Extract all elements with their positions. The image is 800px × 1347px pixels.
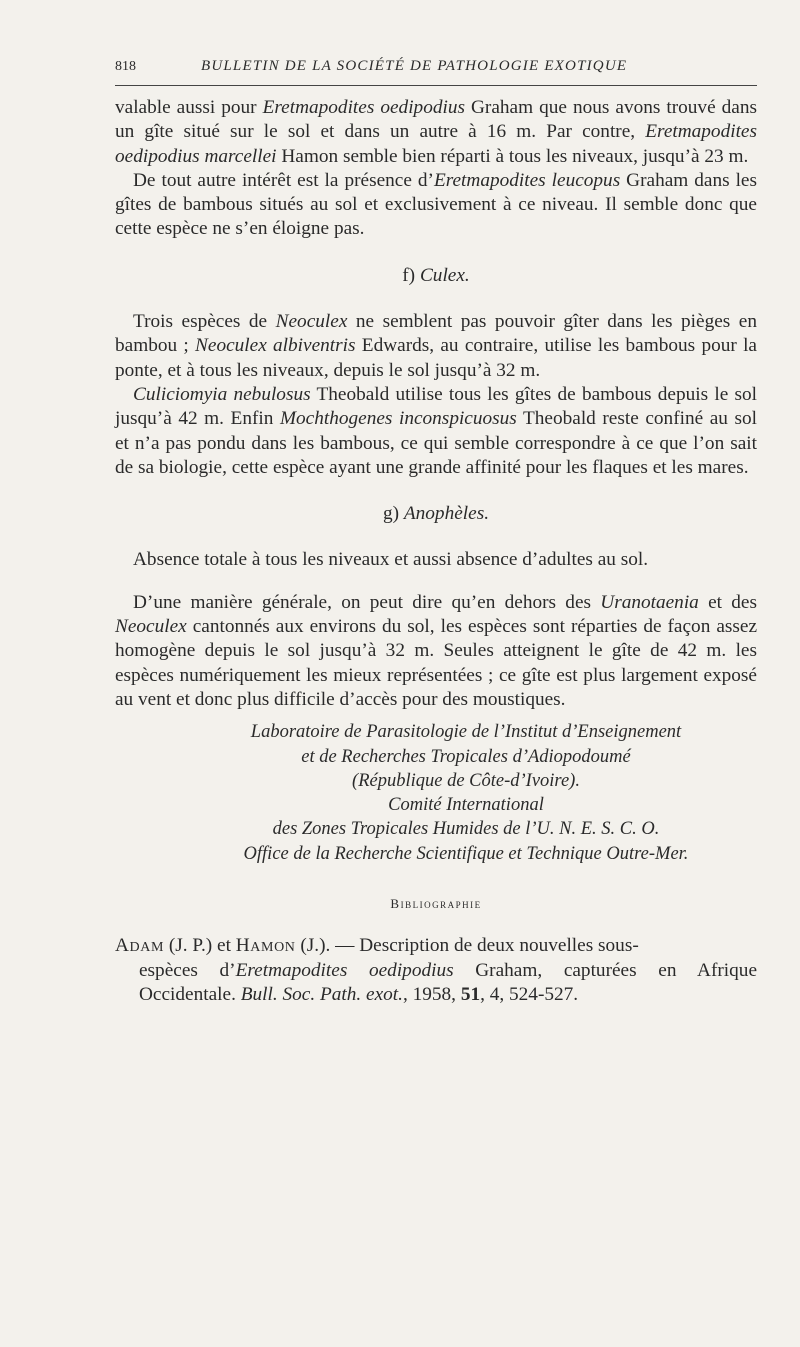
main-text — [115, 96, 757, 1007]
section-heading-anopheles — [115, 502, 757, 526]
running-header — [115, 55, 757, 86]
genus-name: Neoculex — [115, 616, 187, 638]
heading-name: Anophèles. — [403, 503, 490, 525]
affiliation-line: Laboratoire de Parasitologie de l’Institut d’Enseignement — [250, 722, 682, 743]
volume-number: 51 — [460, 983, 481, 1005]
species-name: Eretmapodites oedipodius marcellei — [115, 121, 757, 167]
paragraph: Absence totale à tous les niveaux et aussi absence d’adultes au sol. — [133, 549, 649, 571]
text-run: , 1958, — [402, 983, 461, 1005]
journal-name: Bull. Soc. Path. exot. — [240, 983, 403, 1005]
text-run: Graham dans les gîtes de bambous situés au sol et exclusivement à ce niveau. Il semble donc que cette espèce ne s’en éloigne pas. — [115, 169, 757, 240]
affiliation-block — [175, 720, 757, 866]
affiliation-line: des Zones Tropicales Humides de l’U. N. E. S. C. O. — [272, 819, 660, 840]
text-run: Graham, capturées en Afrique Occidentale. — [139, 959, 758, 1005]
journal-title: BULLETIN DE LA SOCIÉTÉ DE PATHOLOGIE EXOTIQUE — [201, 58, 628, 74]
affiliation-line: Comité International — [388, 795, 544, 816]
text-run: Edwards, au contraire, utilise les bambous pour la ponte, et à tous les niveaux, depuis le sol jusqu’à 32 m. — [115, 335, 757, 381]
text-run: Trois espèces de — [133, 311, 276, 333]
author-name: Hamon — [235, 935, 296, 957]
text-run: De tout autre intérêt est la présence d’ — [133, 169, 434, 191]
paragraph — [115, 591, 757, 712]
affiliation-line: Office de la Recherche Scientifique et Technique Outre-Mer. — [243, 843, 689, 864]
paragraph — [115, 383, 757, 480]
text-run: valable aussi pour — [115, 97, 263, 118]
paragraph — [115, 169, 757, 242]
text-run: espèces d’ — [139, 959, 236, 981]
page-number: 818 — [115, 59, 136, 74]
text-run: Theobald reste confiné au sol et n’a pas pondu dans les bambous, ce qui semble correspondre à ce que l’on sait de sa biologie, cette espèce ayant une grande affinité pour les flaques et les mares. — [115, 408, 757, 478]
text-run: D’une manière générale, on peut dire qu’en dehors des — [133, 591, 601, 613]
text-run: , 4, 524-527. — [480, 983, 579, 1005]
text-run: Graham que nous avons trouvé dans un gîte situé sur le sol et dans un autre à 16 m. Par contre, — [115, 97, 757, 143]
species-name: Eretmapodites oedipodius — [262, 97, 465, 118]
text-run: (J. P.) et — [164, 935, 236, 957]
paragraph — [115, 310, 757, 383]
text-run: et des — [698, 591, 757, 613]
author-name: Adam — [115, 935, 164, 957]
heading-label: f) — [402, 264, 420, 286]
text-run: ne semblent pas pouvoir gîter dans les pièges en bambou ; — [115, 311, 758, 357]
species-name: Neoculex albiventris — [195, 335, 356, 357]
genus-name: Neoculex — [275, 311, 348, 333]
species-name: Culiciomyia nebulosus — [133, 383, 311, 405]
heading-label: g) — [382, 503, 404, 525]
affiliation-line: (République de Côte-d’Ivoire). — [352, 770, 580, 791]
bibliography-heading: Bibliographie — [390, 896, 482, 912]
affiliation-line: et de Recherches Tropicales d’Adiopodoumé — [301, 746, 631, 767]
species-name: Eretmapodites leucopus — [433, 169, 621, 191]
bibliography-entry — [115, 934, 757, 1007]
text-run: cantonnés aux environs du sol, les espèces sont réparties de façon assez homogène depuis le sol jusqu’à 32 m. Seules atteignent le gîte de 42 m. les espèces numériquement les mieux représentées ; ce gîte est plus largement exposé au vent et donc plus difficile d’accès pour des moustiques. — [115, 616, 757, 710]
text-run: Theobald utilise tous les gîtes de bambous depuis le sol jusqu’à 42 m. Enfin — [115, 383, 757, 430]
genus-name: Uranotaenia — [600, 591, 699, 613]
text-run: (J.). — Description de deux nouvelles sous- — [295, 935, 639, 957]
heading-name: Culex. — [419, 264, 470, 286]
section-heading-culex — [115, 264, 757, 288]
text-run: Hamon semble bien réparti à tous les niveaux, jusqu’à 23 m. — [276, 145, 749, 167]
paragraph — [115, 96, 757, 169]
species-name: Eretmapodites oedipodius — [235, 959, 454, 981]
species-name: Mochthogenes inconspicuosus — [279, 408, 517, 430]
